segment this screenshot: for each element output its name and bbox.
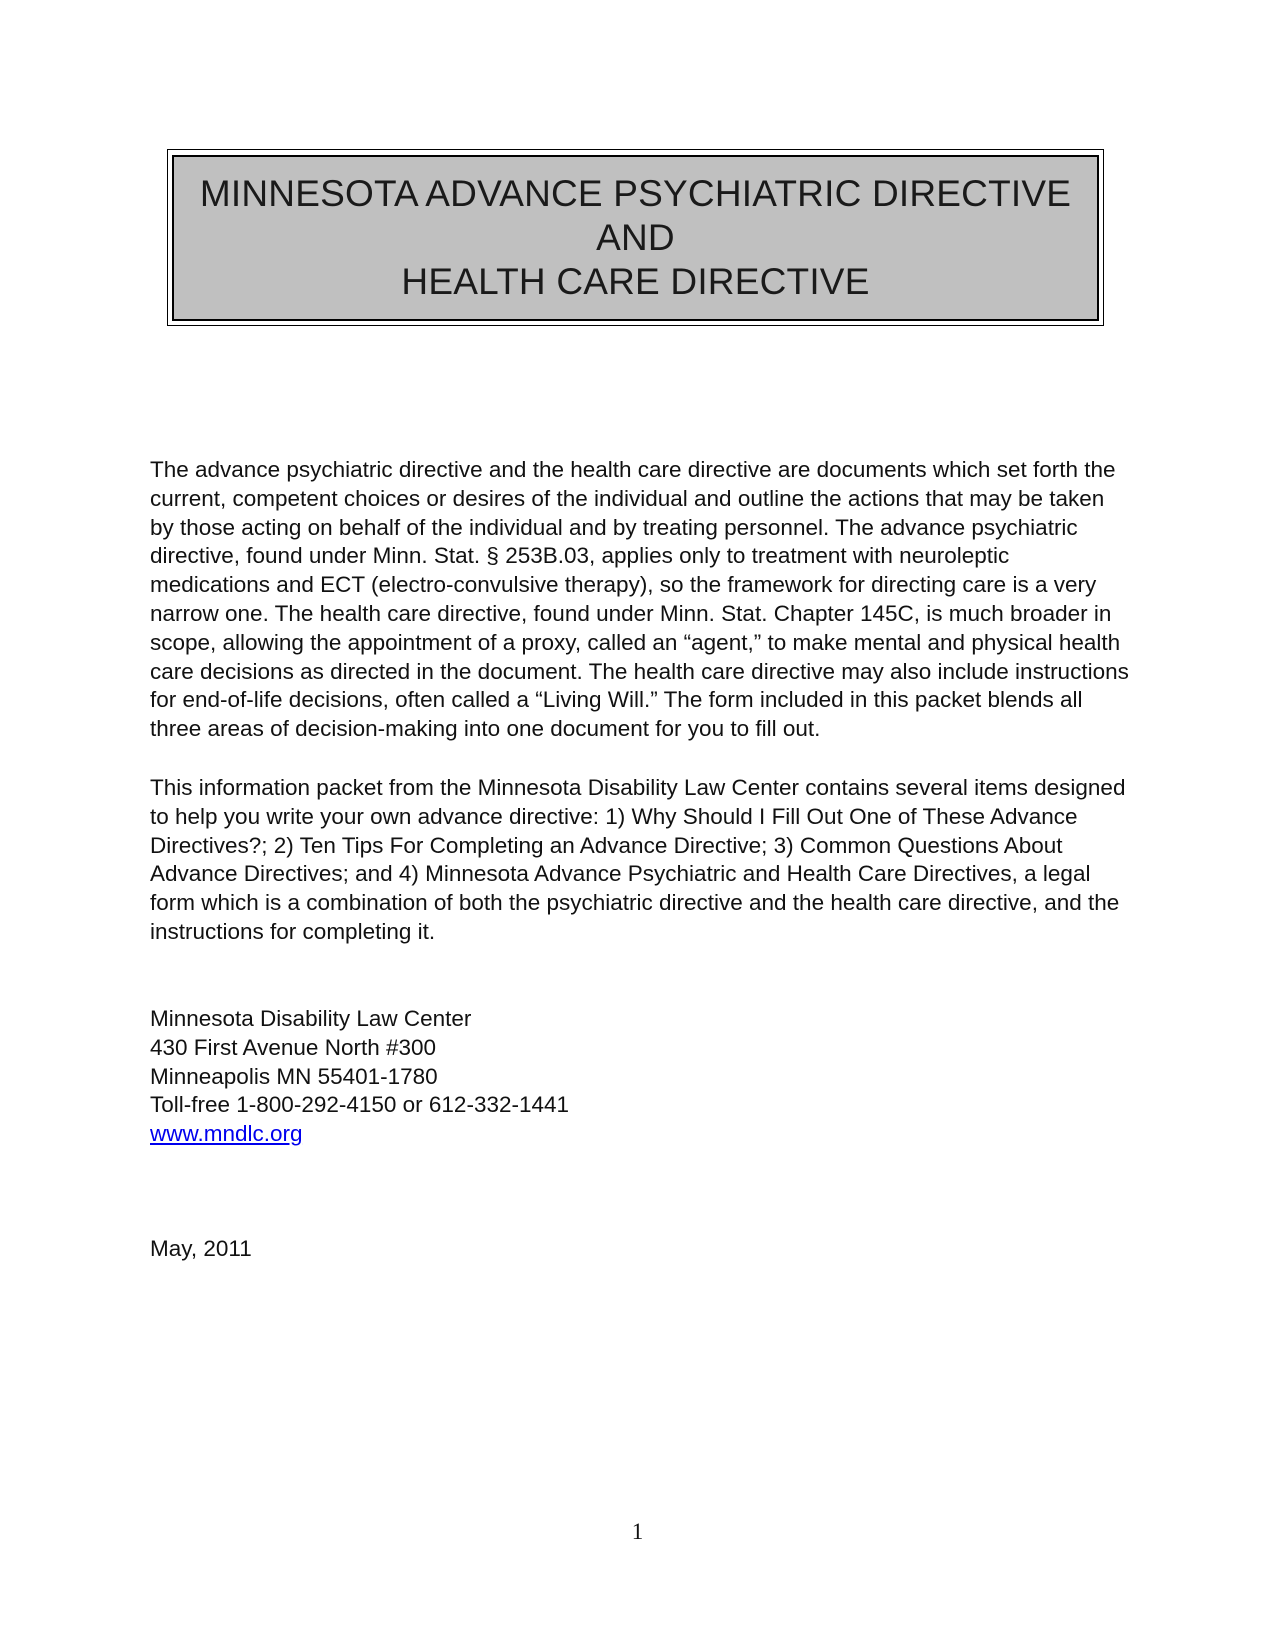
city-state-zip: Minneapolis MN 55401-1780	[150, 1063, 438, 1089]
organization-name: Minnesota Disability Law Center	[150, 1006, 472, 1031]
title-box	[172, 155, 1099, 321]
packet-contents-paragraph: This information packet from the Minnesota Disability Law Center contains several items designed to help you write your own advance directive: 1) Why Should I Fill Out One of These Advance Directives?; 2) Ten Tips For Completing an Advance Directive; 3) Common Questions About Advance Directives; and 4) Minnesota Advance Psychiatric and Health Care Directives, a legal form which is a combination of both the psychiatric directive and the health care directive, and the instructions for completing it.	[150, 775, 1126, 944]
street-address: 430 First Avenue North #300	[150, 1034, 437, 1060]
title-line-2: AND	[596, 217, 675, 258]
phone-numbers: Toll-free 1-800-292-4150 or 612-332-1441	[150, 1092, 570, 1118]
contact-block	[150, 1005, 569, 1149]
title-line-1: MINNESOTA ADVANCE PSYCHIATRIC DIRECTIVE	[199, 173, 1072, 214]
intro-paragraph: The advance psychiatric directive and the health care directive are documents which set forth the current, competent choices or desires of the individual and outline the actions that may be taken by those acting on behalf of the individual and by treating personnel. The advance psychiatric directive, found under Minn. Stat. § 253B.03, applies only to treatment with neuroleptic medications and ECT (electro-convulsive therapy), so the framework for directing care is a very narrow one. The health care directive, found under Minn. Stat. Chapter 145C, is much broader in scope, allowing the appointment of a proxy, called an “agent,” to make mental and physical health care decisions as directed in the document. The health care directive may also include instructions for end-of-life decisions, often called a “Living Will.” The form included in this packet blends all three areas of decision-making into one document for you to fill out.	[150, 457, 1129, 742]
title-line-3: HEALTH CARE DIRECTIVE	[401, 261, 870, 302]
page-number: 1	[631, 1519, 644, 1544]
publication-date: May, 2011	[150, 1236, 252, 1261]
website-link[interactable]: www.mndlc.org	[150, 1121, 303, 1147]
